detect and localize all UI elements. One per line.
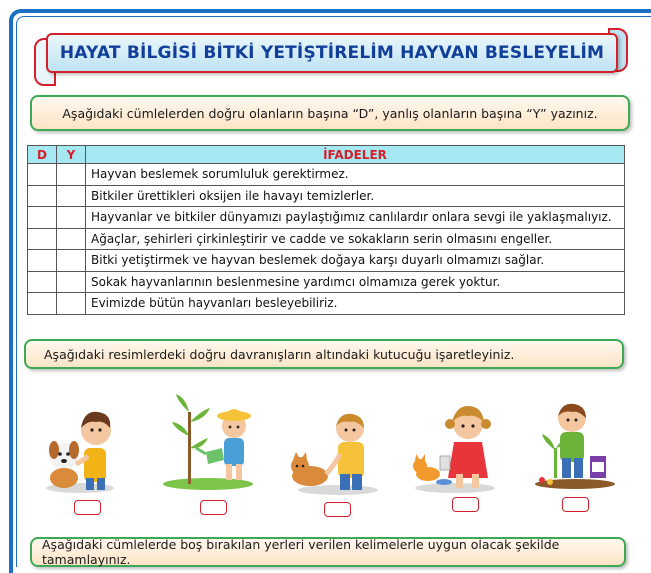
- answer-cell-d[interactable]: [28, 271, 57, 293]
- instruction-text-1: Aşağıdaki cümlelerden doğru olanların başına “D”, yanlış olanların başına “Y” yazınız.: [62, 105, 598, 121]
- statement-text: Hayvan beslemek sorumluluk gerektirmez.: [86, 164, 625, 186]
- header-statements: İFADELER: [86, 146, 625, 164]
- checkbox-picture-4[interactable]: [452, 497, 479, 512]
- answer-cell-d[interactable]: [28, 228, 57, 250]
- table-row: [28, 164, 625, 186]
- checkbox-picture-2[interactable]: [200, 500, 227, 515]
- checkbox-picture-3[interactable]: [324, 502, 351, 517]
- statement-text: Bitkiler ürettikleri oksijen ile havayı temizlerler.: [86, 185, 625, 207]
- statement-text: Hayvanlar ve bitkiler dünyamızı paylaştığımız canlılardır onlara sevgi ile yaklaşmalıyız.: [86, 207, 625, 229]
- header-d: D: [28, 146, 57, 164]
- answer-cell-y[interactable]: [57, 293, 86, 315]
- answer-cell-y[interactable]: [57, 164, 86, 186]
- table-row: [28, 250, 625, 272]
- answer-cell-d[interactable]: [28, 164, 57, 186]
- answer-cell-y[interactable]: [57, 271, 86, 293]
- statement-text: Sokak hayvanlarının beslenmesine yardımcı olmamıza gerek yoktur.: [86, 271, 625, 293]
- instruction-text-2: Aşağıdaki resimlerdeki doğru davranışların altındaki kutucuğu işaretleyiniz.: [44, 346, 515, 362]
- table-row: [28, 207, 625, 229]
- statements-table: [27, 145, 625, 315]
- boy-planting-icon: [530, 398, 620, 490]
- instruction-box-3: [30, 537, 626, 567]
- statement-text: Ağaçlar, şehirleri çirkinleştirir ve cadde ve sokakların serin olmasını engeller.: [86, 228, 625, 250]
- answer-cell-y[interactable]: [57, 207, 86, 229]
- answer-cell-d[interactable]: [28, 293, 57, 315]
- page-title: HAYAT BİLGİSİ BİTKİ YETİŞTİRELİM HAYVAN BESLEYELİM: [59, 43, 605, 63]
- instruction-box-2: [24, 339, 624, 369]
- table-row: [28, 271, 625, 293]
- boy-petting-cat-icon: [288, 408, 388, 496]
- girl-feeding-cat-icon: [410, 398, 500, 494]
- boy-hugging-dog-icon: [40, 398, 120, 494]
- header-y: Y: [57, 146, 86, 164]
- table-row: [28, 185, 625, 207]
- checkbox-picture-1[interactable]: [74, 500, 101, 515]
- answer-cell-d[interactable]: [28, 250, 57, 272]
- statement-text: Bitki yetiştirmek ve hayvan beslemek doğaya karşı duyarlı olmamızı sağlar.: [86, 250, 625, 272]
- answer-cell-y[interactable]: [57, 185, 86, 207]
- table-header-row: [28, 146, 625, 164]
- answer-cell-y[interactable]: [57, 250, 86, 272]
- table-row: [28, 293, 625, 315]
- girl-watering-tree-icon: [158, 392, 258, 492]
- answer-cell-d[interactable]: [28, 207, 57, 229]
- answer-cell-d[interactable]: [28, 185, 57, 207]
- checkbox-picture-5[interactable]: [562, 497, 589, 512]
- answer-cell-y[interactable]: [57, 228, 86, 250]
- table-row: [28, 228, 625, 250]
- instruction-box-1: [30, 95, 630, 131]
- instruction-text-3: Aşağıdaki cümlelerde boş bırakılan yerleri verilen kelimelerle uygun olacak şekilde tamamlayınız.: [42, 537, 560, 567]
- title-banner: [46, 33, 618, 73]
- statement-text: Evimizde bütün hayvanları besleyebiliriz.: [86, 293, 625, 315]
